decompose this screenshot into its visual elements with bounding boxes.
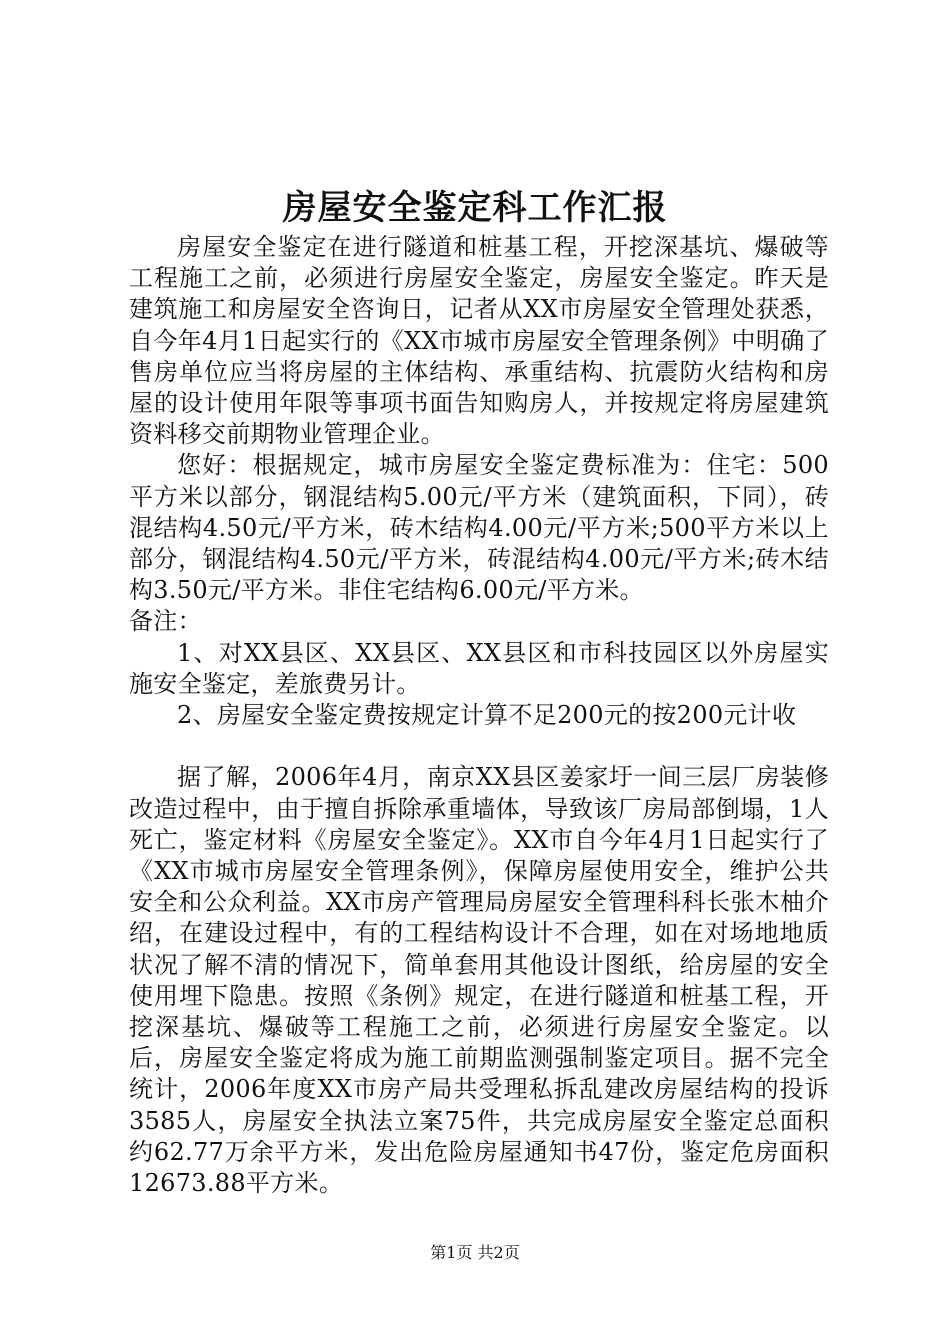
paragraph-remark-2: 2、房屋安全鉴定费按规定计算不足200元的按200元计收 xyxy=(177,701,797,730)
paragraph-case-report: 据了解，2006年4月，南京XX县区姜家圩一间三层厂房装修改造过程中，由于擅自拆除承重墙体，导致该厂房局部倒塌，1人死亡，鉴定材料《房屋安全鉴定》。XX市自今年4月1日起实行了《XX市城市房屋安全管理条例》，保障房屋使用安全，维护公共安全和公众利益。XX市房产管理局房屋安全管理科科长张木柚介绍，在建设过程中，有的工程结构设计不合理，如在对场地地质状况了解不清的情况下，简单套用其他设计图纸，给房屋的安全使用埋下隐患。按照《条例》规定，在进行隧道和桩基工程，开挖深基坑、爆破等工程施工之前，必须进行房屋安全鉴定。以后，房屋安全鉴定将成为施工前期监测强制鉴定项目。据不完全统计，2006年度XX市房产局共受理私拆乱建改房屋结构的投诉3585人，房屋安全执法立案75件，共完成房屋安全鉴定总面积约62.77万余平方米，发出危险房屋通知书47份，鉴定危房面积12673.88平方米。 xyxy=(129,763,829,1198)
document-title: 房屋安全鉴定科工作汇报 xyxy=(282,188,668,228)
paragraph-remarks-heading: 备注： xyxy=(129,607,202,636)
paragraph-intro: 房屋安全鉴定在进行隧道和桩基工程，开挖深基坑、爆破等工程施工之前，必须进行房屋安全鉴定，房屋安全鉴定。昨天是建筑施工和房屋安全咨询日，记者从XX市房屋安全管理处获悉，自今年4月1日起实行的《XX市城市房屋安全管理条例》中明确了售房单位应当将房屋的主体结构、承重结构、抗震防火结构和房屋的设计使用年限等事项书面告知购房人，并按规定将房屋建筑资料移交前期物业管理企业。 xyxy=(129,233,829,449)
paragraph-fee-standard: 您好：根据规定，城市房屋安全鉴定费标准为：住宅：500平方米以部分，钢混结构5.00元/平方米（建筑面积，下同），砖混结构4.50元/平方米，砖木结构4.00元/平方米;500平方米以上部分，钢混结构4.50元/平方米，砖混结构4.00元/平方米;砖木结构3.50元/平方米。非住宅结构6.00元/平方米。 xyxy=(129,451,829,605)
paragraph-remark-1: 1、对XX县区、XX县区、XX县区和市科技园区以外房屋实施安全鉴定，差旅费另计。 xyxy=(129,638,829,698)
page-footer: 第1页 共2页 xyxy=(430,1243,520,1262)
document-body xyxy=(129,232,829,1199)
blank-line xyxy=(129,731,829,762)
